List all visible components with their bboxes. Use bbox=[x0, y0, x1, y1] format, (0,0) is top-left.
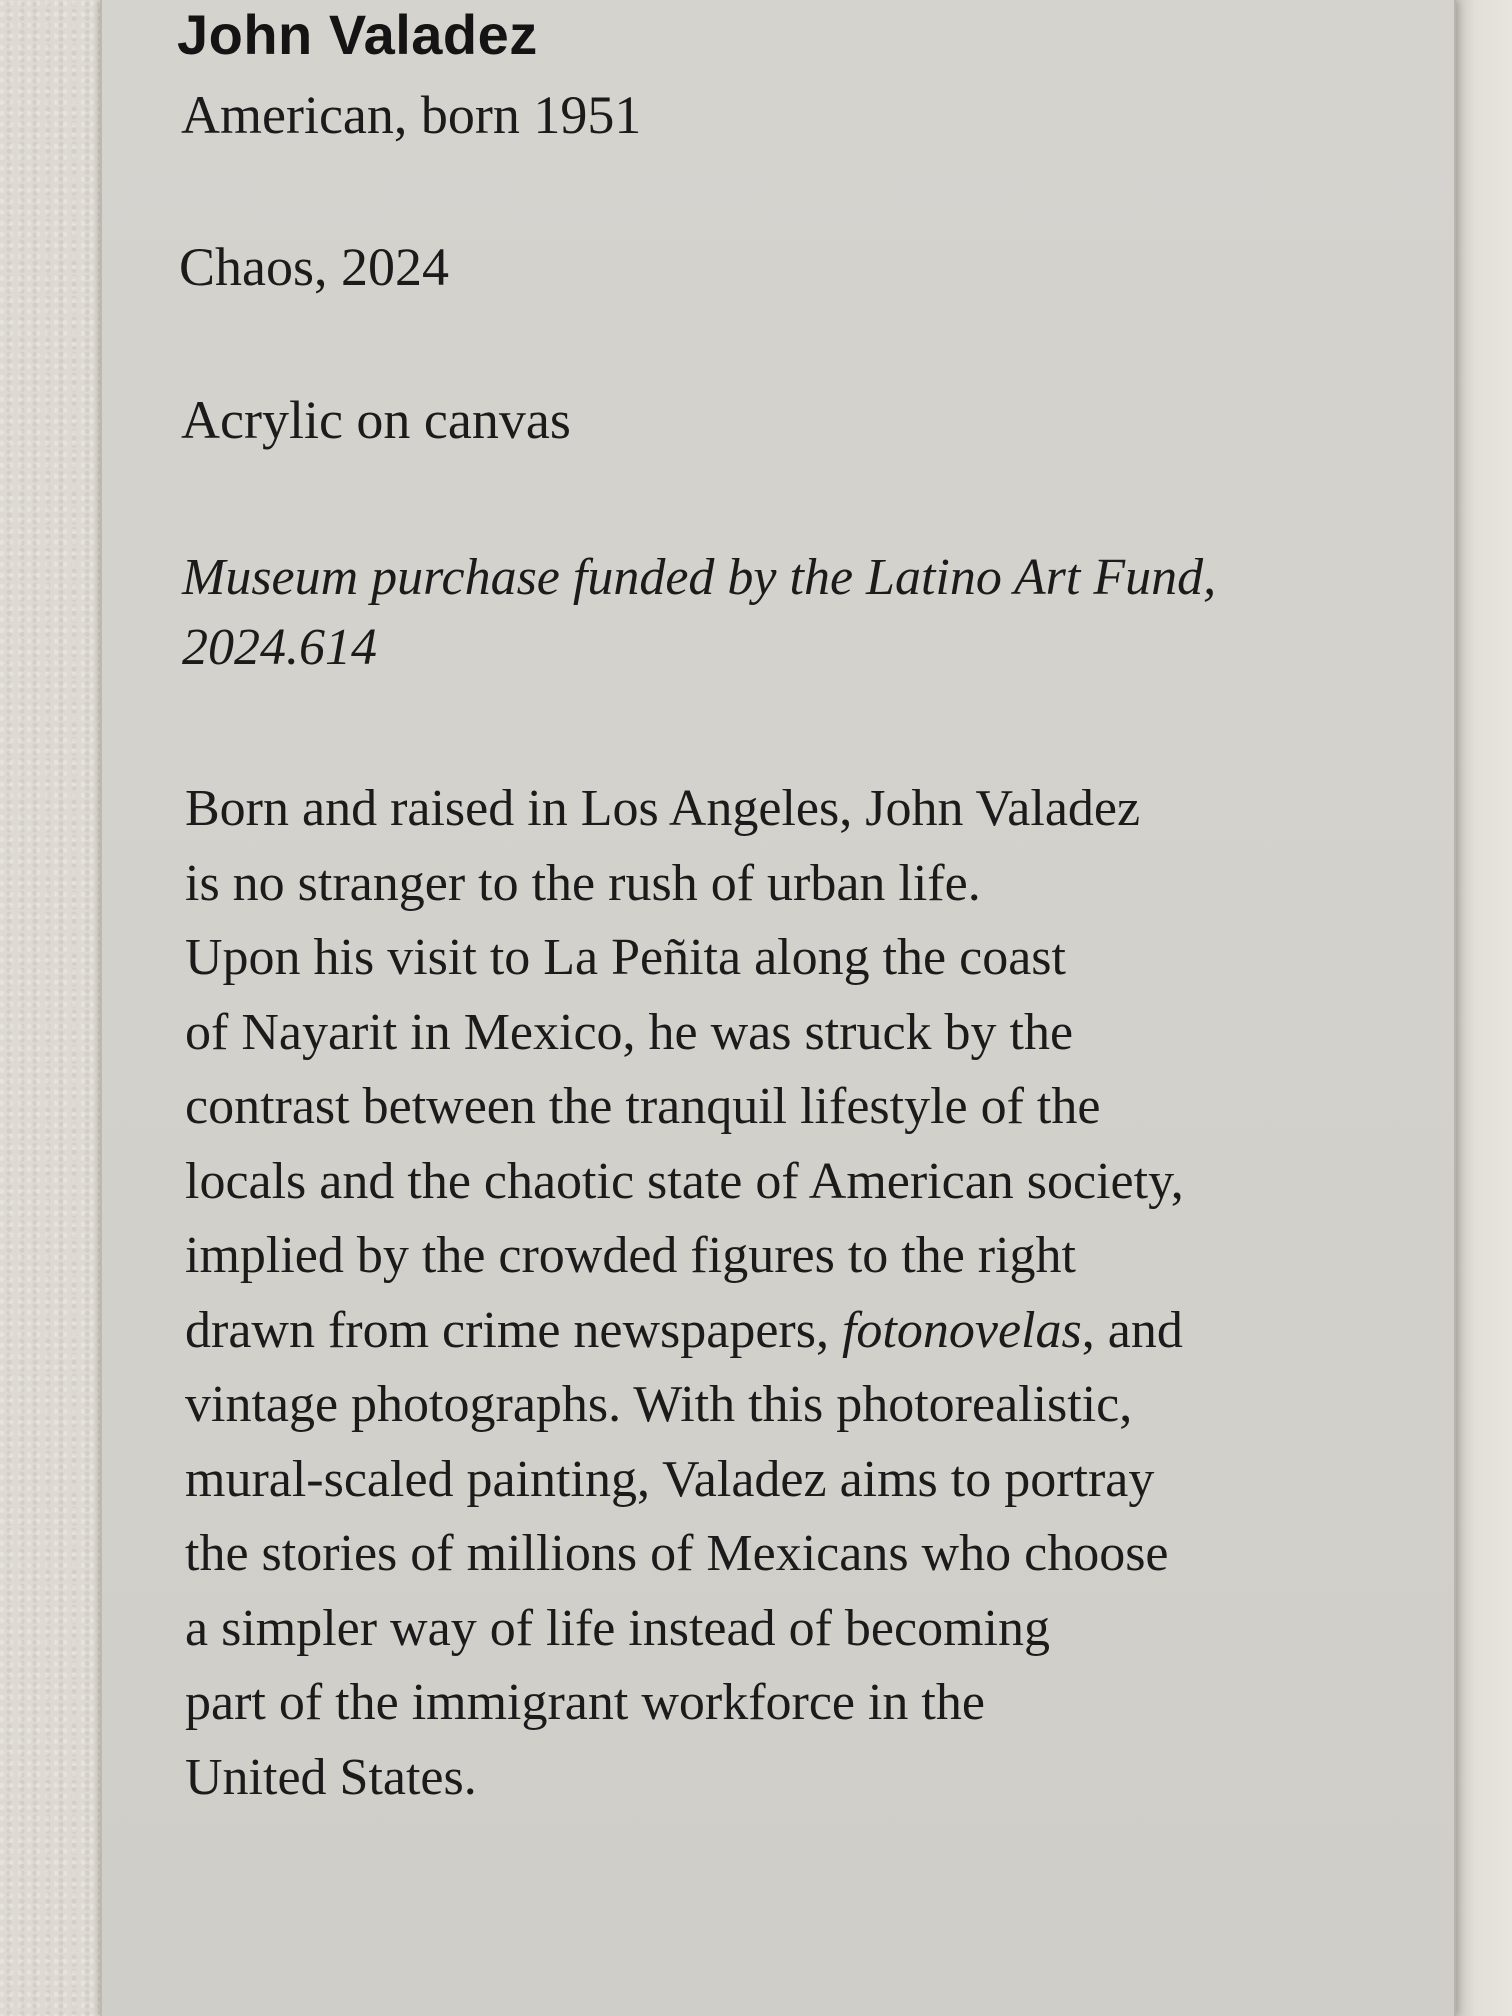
artist-nationality-birth: American, born 1951 bbox=[181, 85, 642, 145]
accession-number: 2024.614 bbox=[182, 619, 377, 676]
description-line: the stories of millions of Mexicans who choose bbox=[185, 1525, 1169, 1582]
description-line: mural-scaled painting, Valadez aims to portray bbox=[185, 1450, 1155, 1508]
artwork-title-line bbox=[179, 232, 449, 302]
artwork-year: , 2024 bbox=[314, 237, 449, 297]
description-line: is no stranger to the rush of urban life. bbox=[185, 854, 981, 912]
description-line: part of the immigrant workforce in the bbox=[185, 1674, 985, 1731]
description-line: vintage photographs. With this photorealistic, bbox=[185, 1376, 1133, 1433]
description-paragraph bbox=[185, 772, 1385, 1815]
description-line: United States. bbox=[185, 1748, 477, 1806]
description-line: contrast between the tranquil lifestyle of the bbox=[185, 1078, 1101, 1135]
description-line: Upon his visit to La Peñita along the coast bbox=[185, 929, 1066, 986]
description-line: implied by the crowded figures to the right bbox=[185, 1227, 1077, 1284]
italic-term-fotonovelas: fotonovelas bbox=[841, 1301, 1082, 1359]
description-line: Born and raised in Los Angeles, John Valadez bbox=[185, 780, 1141, 837]
description-line: of Nayarit in Mexico, he was struck by the bbox=[185, 1003, 1074, 1061]
museum-wall-label bbox=[100, 0, 1456, 2016]
wall-background bbox=[1452, 0, 1512, 2016]
credit-line bbox=[182, 543, 1402, 683]
description-line: locals and the chaotic state of American society, bbox=[185, 1152, 1184, 1210]
description-line: a simpler way of life instead of becoming bbox=[185, 1599, 1050, 1657]
artist-name: John Valadez bbox=[177, 3, 538, 66]
description-text: drawn from crime newspapers, bbox=[185, 1301, 842, 1359]
artwork-title: Chaos bbox=[179, 237, 314, 297]
credit-line-text: Museum purchase funded by the Latino Art Fund, bbox=[182, 549, 1217, 606]
description-text: , and bbox=[1081, 1301, 1183, 1359]
artwork-medium: Acrylic on canvas bbox=[181, 390, 571, 450]
description-line bbox=[185, 1294, 1385, 1369]
